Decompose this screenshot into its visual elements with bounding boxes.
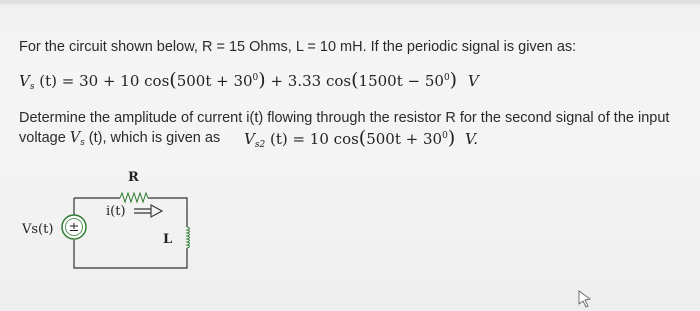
- question-var: V: [69, 130, 81, 146]
- equation-vs: $V_s$ (t) = 30 + 10 $\cos(500t + 30^0) + 3.33$ $\cos(1500t - 50^0)$ V: [19, 69, 479, 92]
- eq1-lhs-var: V: [19, 72, 30, 90]
- current-arrow: [134, 205, 162, 217]
- question-line-1: Determine the amplitude of current i(t) flowing through the resistor R for the second signal of the input: [19, 110, 670, 126]
- source-label: Vs(t): [22, 222, 54, 237]
- eq1-unit: V: [467, 72, 479, 90]
- resistor-label: R: [128, 170, 139, 185]
- eq1-middle: + 3.33 cos: [265, 72, 352, 90]
- eq1-lhs-arg: (t) = 30 + 10 cos: [39, 72, 170, 90]
- eq1-term2: 1500t − 50: [358, 72, 444, 90]
- eq1-term1: 500t + 30: [176, 72, 253, 90]
- intro-text: For the circuit shown below, R = 15 Ohms, L = 10 mH. If the periodic signal is given as:: [19, 39, 577, 55]
- source-symbol: ±: [68, 220, 80, 235]
- current-label: i(t): [106, 204, 126, 219]
- eq1-lhs-sub: s: [29, 82, 35, 92]
- inductor-label: L: [163, 232, 173, 247]
- equation-vs2: $V_{s2}$ (t) = 10 $\cos(500t + 30^0)$ V.: [244, 127, 478, 150]
- question-line-2: voltage $V_s$ (t), which is given as: [19, 130, 221, 147]
- resistor-symbol: [120, 193, 148, 202]
- mouse-cursor-icon: [578, 290, 592, 308]
- voltage-source: [62, 215, 86, 239]
- inductor-symbol: [187, 227, 190, 248]
